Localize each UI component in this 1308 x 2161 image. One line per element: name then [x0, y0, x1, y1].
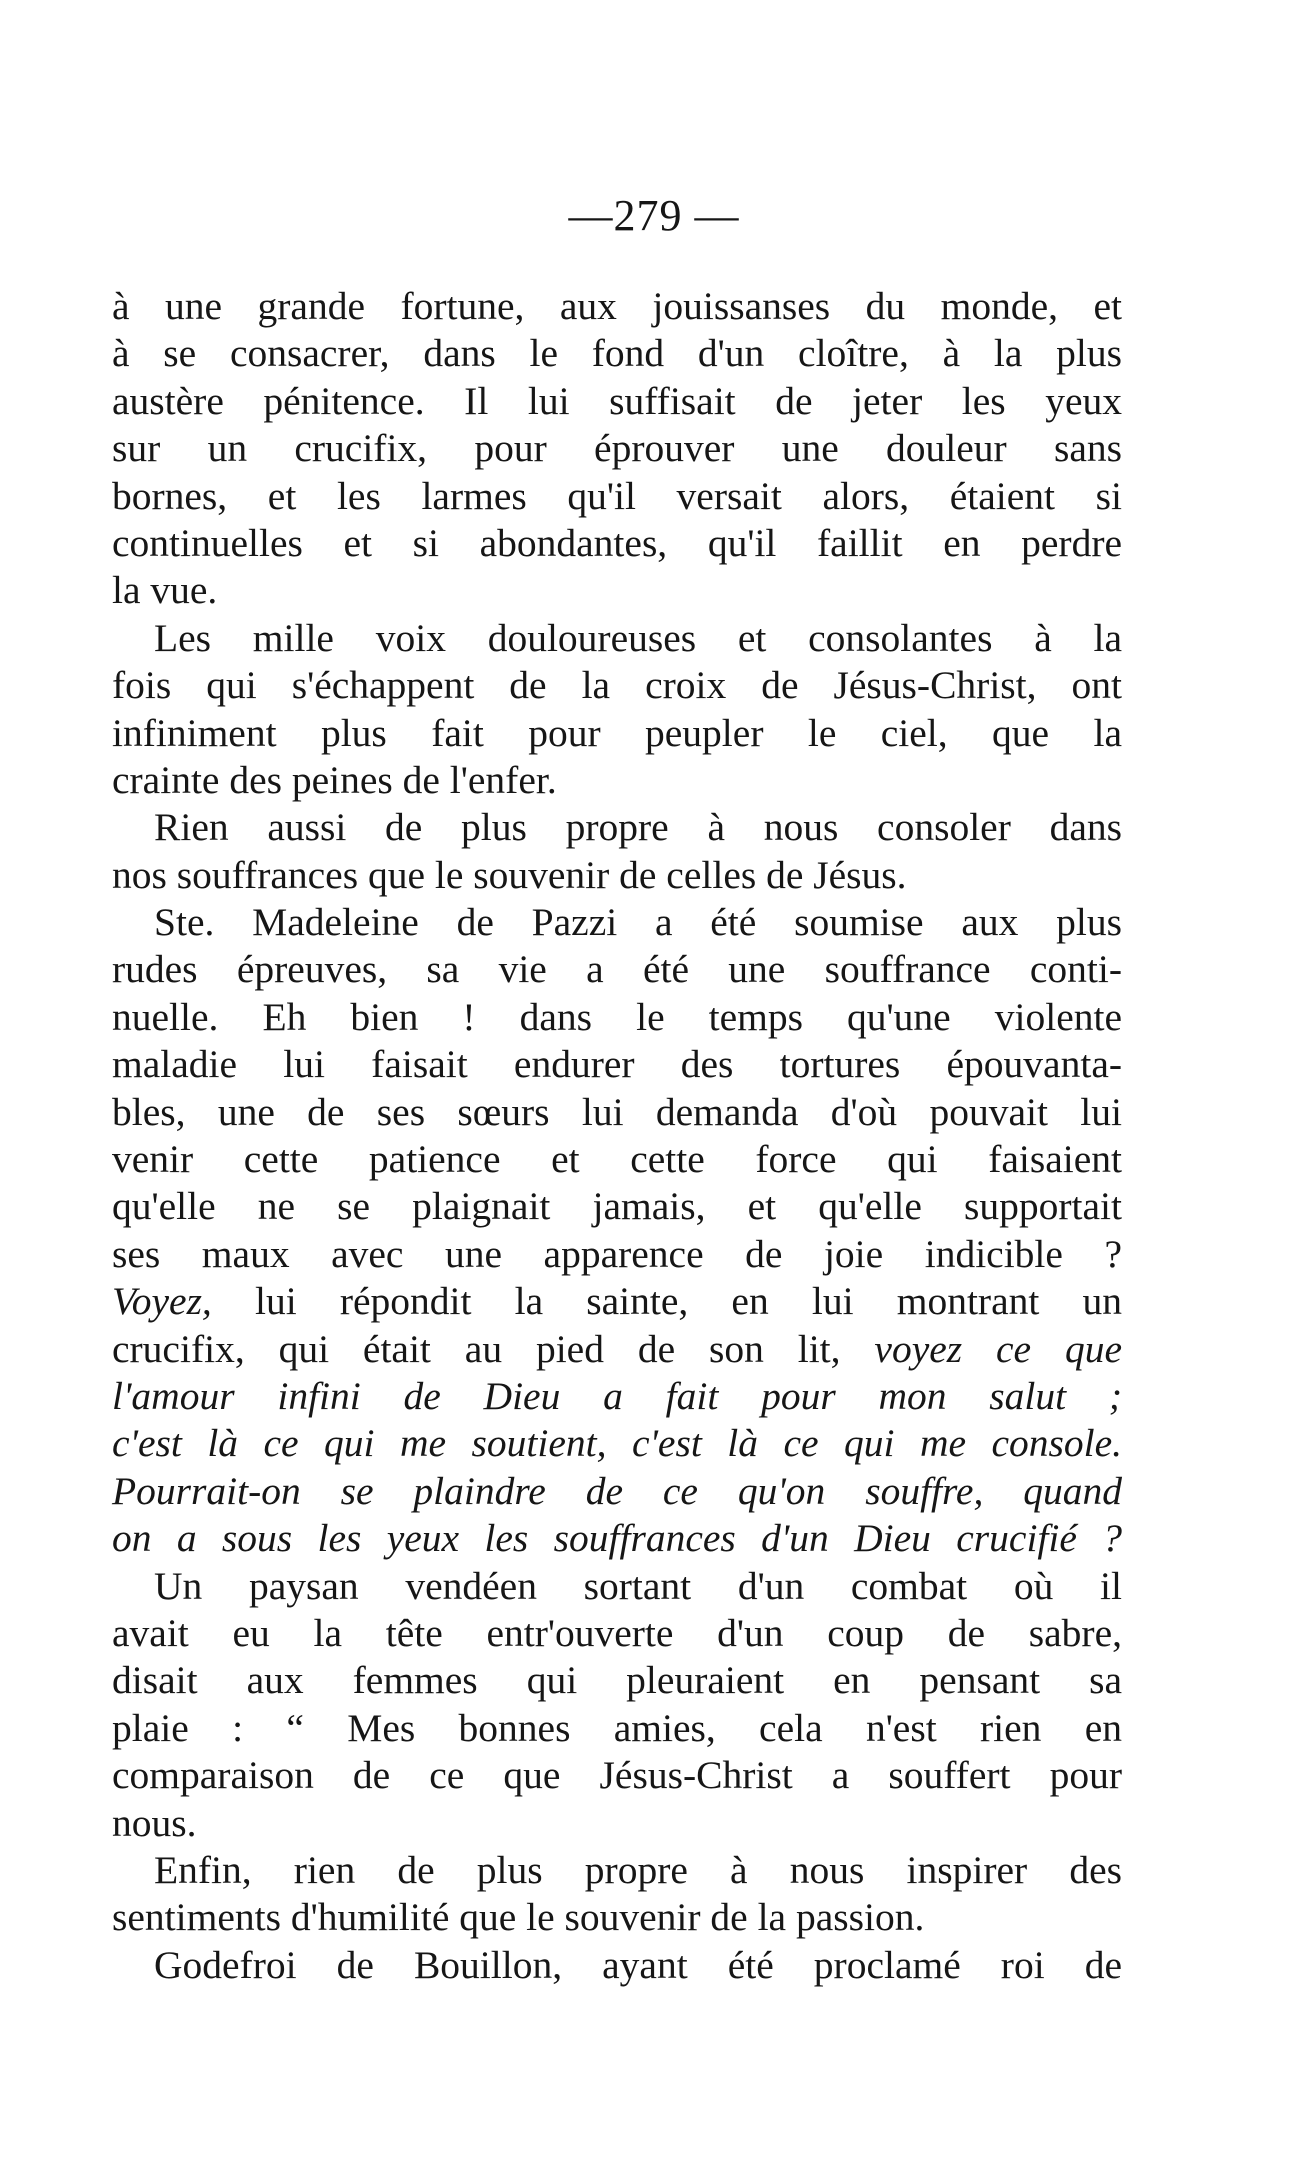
text-line: Un paysan vendéen sortant d'un combat où il: [154, 1563, 1122, 1608]
text-line: [112, 1278, 1122, 1325]
text-line: Ste. Madeleine de Pazzi a été soumise aux plus: [154, 900, 1122, 945]
text-line: Pourrait-on se plaindre de ce qu'on souffre, quand: [112, 1468, 1122, 1513]
text-line: nous.: [112, 1800, 197, 1845]
text-line: sur un crucifix, pour éprouver une douleur sans: [112, 426, 1122, 471]
text-line: ses maux avec une apparence de joie indicible ?: [112, 1231, 1122, 1276]
text-span: lui répondit la sainte, en lui montrant un: [211, 1279, 1122, 1324]
text-line: venir cette patience et cette force qui faisaient: [112, 1137, 1122, 1182]
text-line: bornes, et les larmes qu'il versait alors, étaient si: [112, 473, 1122, 518]
text-line: Enfin, rien de plus propre à nous inspirer des: [154, 1847, 1122, 1892]
text-line: comparaison de ce que Jésus-Christ a souffert pour: [112, 1753, 1122, 1798]
text-line: à une grande fortune, aux jouissanses du monde, et: [112, 284, 1122, 328]
text-line: la vue.: [112, 568, 218, 613]
text-line: austère pénitence. Il lui suffisait de jeter les yeux: [112, 378, 1122, 423]
text-line: bles, une de ses sœurs lui demanda d'où pouvait lui: [112, 1089, 1122, 1134]
text-line: qu'elle ne se plaignait jamais, et qu'elle supportait: [112, 1184, 1122, 1229]
text-line: maladie lui faisait endurer des tortures épouvanta-: [112, 1042, 1122, 1087]
text-line: fois qui s'échappent de la croix de Jésus-Christ, ont: [112, 663, 1122, 708]
body-text: [112, 283, 1122, 1989]
text-line: crainte des peines de l'enfer.: [112, 757, 557, 802]
text-line: à se consacrer, dans le fond d'un cloître, à la plus: [112, 331, 1122, 376]
text-line: on a sous les yeux les souffrances d'un Dieu crucifié ?: [112, 1516, 1122, 1561]
page-number: —279 —: [568, 191, 740, 240]
text-line: nos souffrances que le souvenir de celles de Jésus.: [112, 852, 907, 897]
italic-text: voyez ce que: [874, 1326, 1122, 1371]
text-line: infiniment plus fait pour peupler le ciel, que la: [112, 710, 1122, 755]
text-line: sentiments d'humilité que le souvenir de la passion.: [112, 1895, 925, 1940]
italic-text: Voyez,: [112, 1279, 212, 1324]
text-line: l'amour infini de Dieu a fait pour mon salut ;: [112, 1373, 1122, 1418]
text-line: Les mille voix douloureuses et consolantes à la: [154, 615, 1122, 660]
text-line: Rien aussi de plus propre à nous consoler dans: [154, 805, 1122, 850]
text-line: plaie : “ Mes bonnes amies, cela n'est rien en: [112, 1705, 1122, 1750]
text-line: [112, 1326, 1122, 1373]
text-line: nuelle. Eh bien ! dans le temps qu'une violente: [112, 994, 1122, 1039]
text-line: disait aux femmes qui pleuraient en pensant sa: [112, 1658, 1122, 1703]
text-span: crucifix, qui était au pied de son lit,: [112, 1326, 875, 1371]
text-line: Godefroi de Bouillon, ayant été proclamé roi de: [154, 1942, 1122, 1987]
text-line: rudes épreuves, sa vie a été une souffrance conti-: [112, 947, 1122, 992]
text-line: continuelles et si abondantes, qu'il faillit en perdre: [112, 520, 1122, 565]
text-line: avait eu la tête entr'ouverte d'un coup de sabre,: [112, 1610, 1122, 1655]
text-line: c'est là ce qui me soutient, c'est là ce qui me console.: [112, 1421, 1122, 1466]
